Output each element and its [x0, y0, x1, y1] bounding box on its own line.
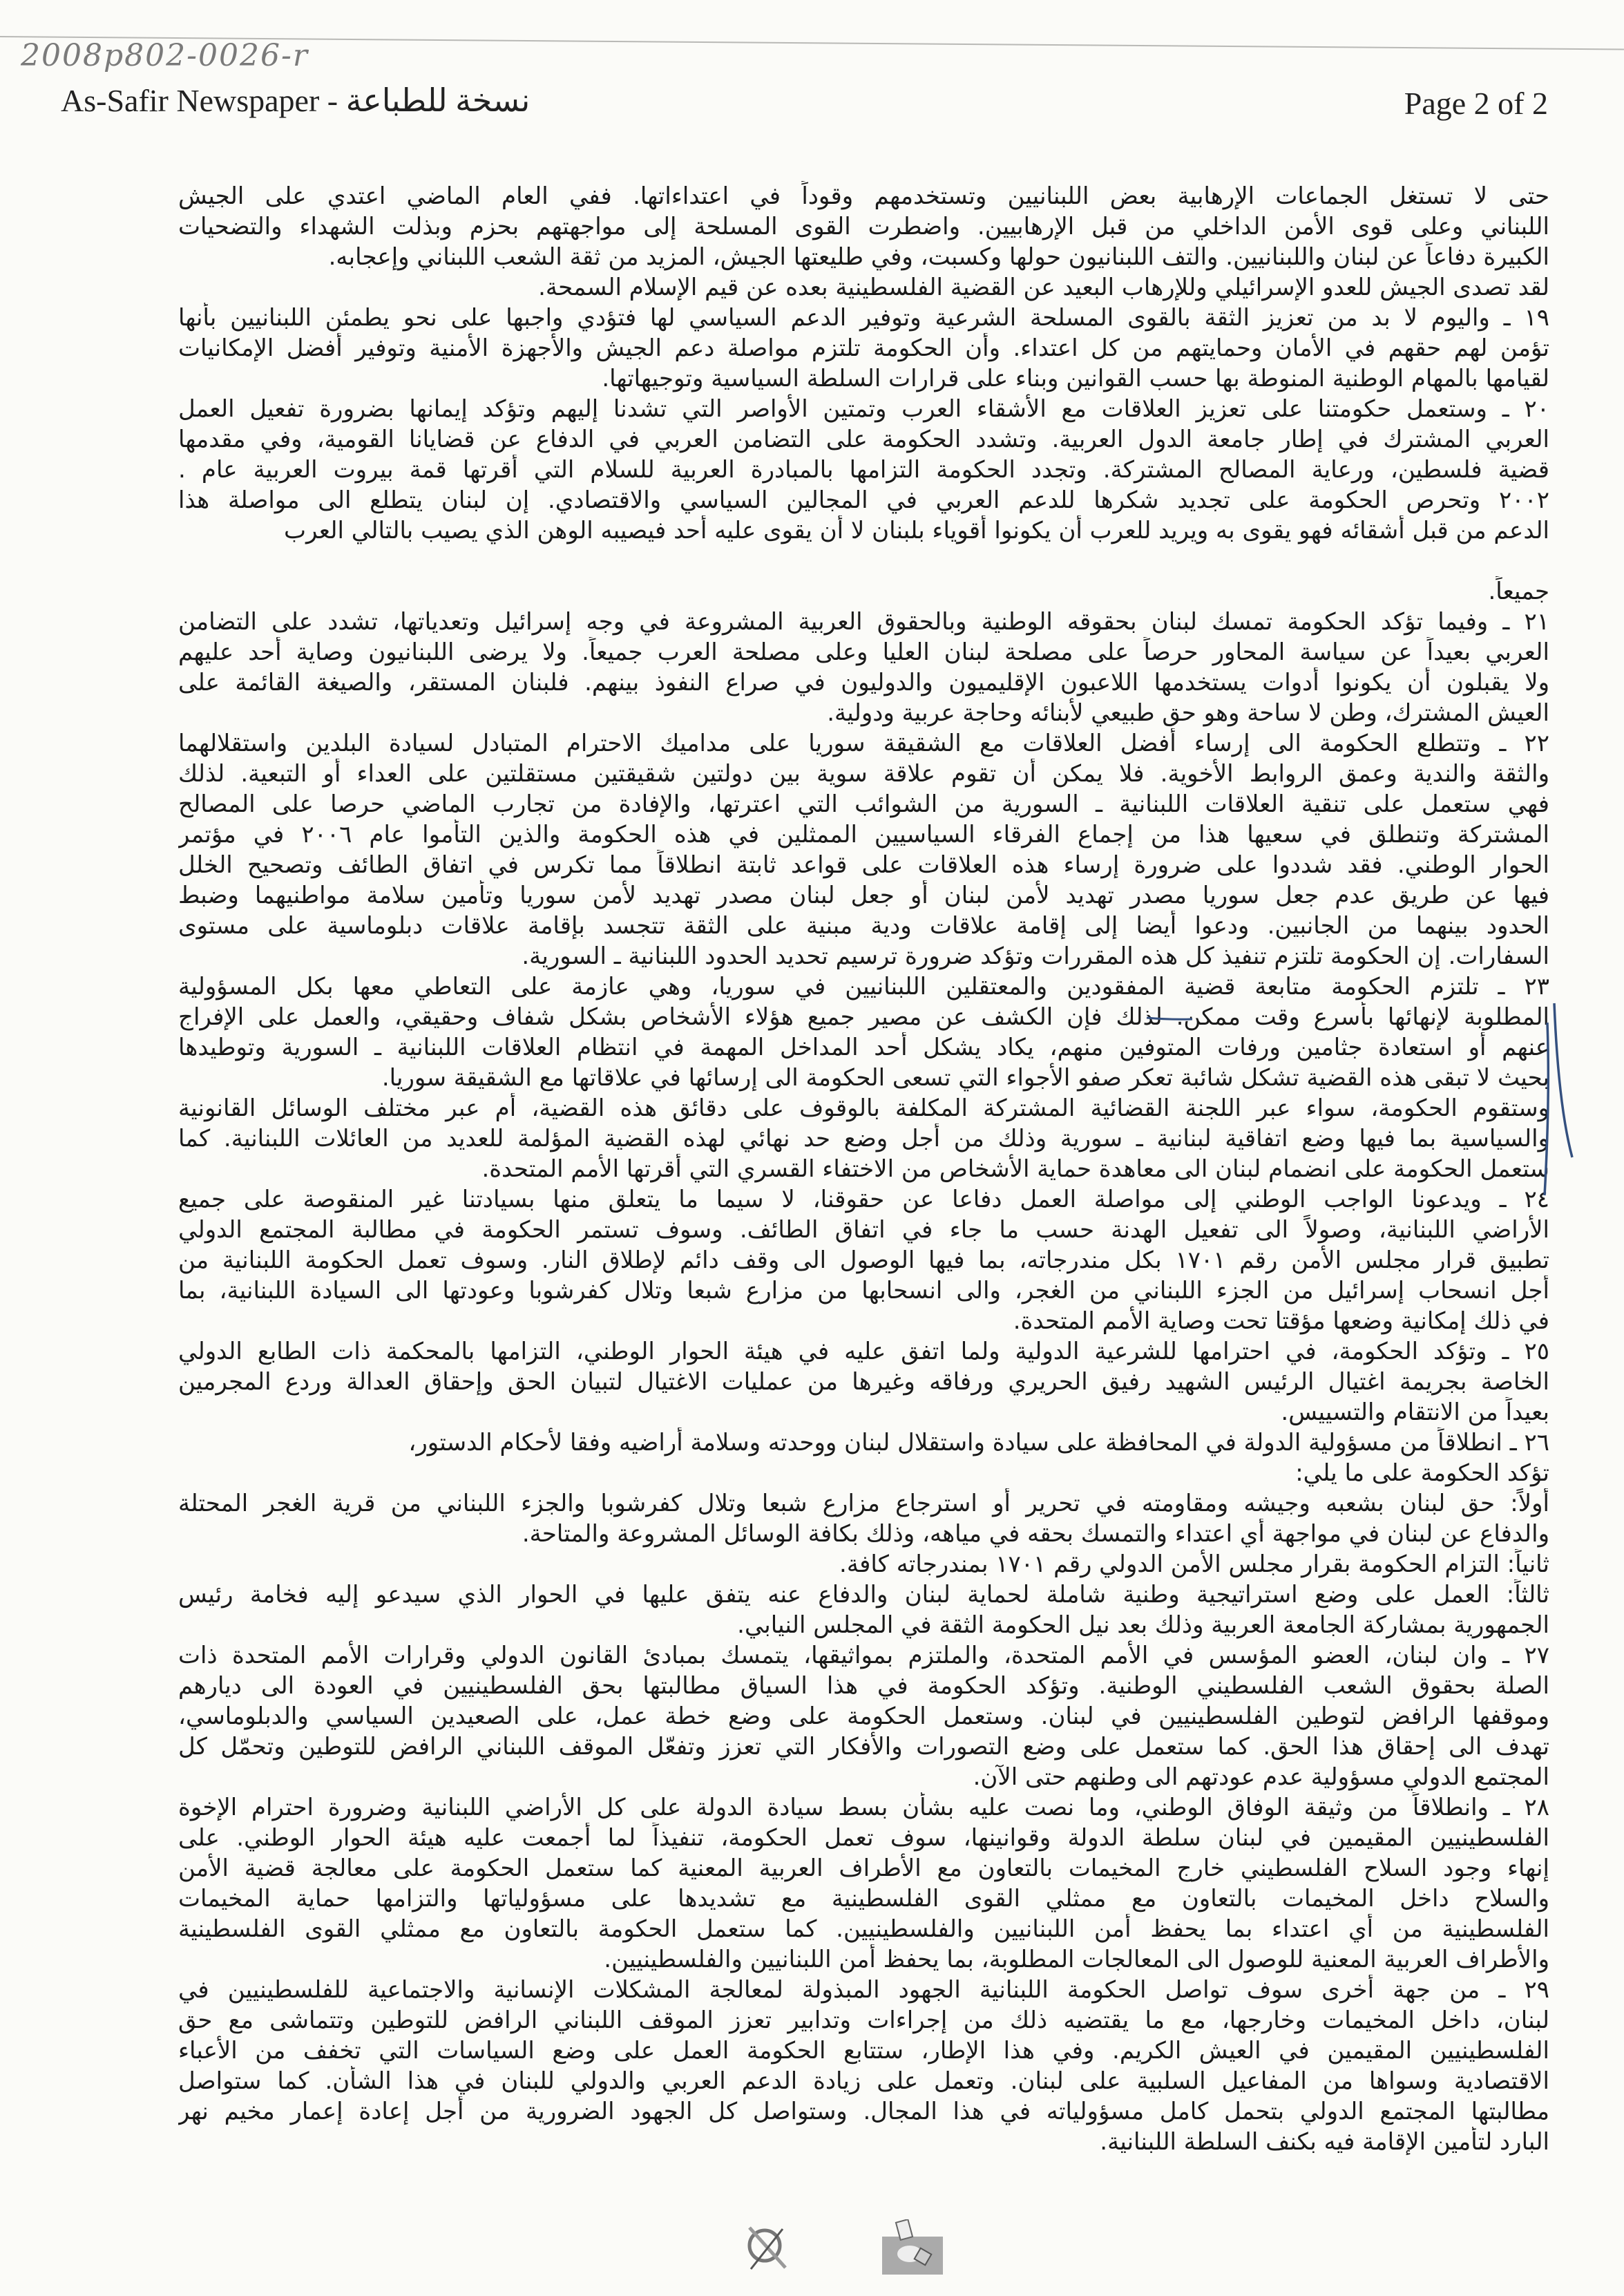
article-line: تؤكد الحكومة على ما يلي:	[1295, 1459, 1549, 1487]
article-line: ٢٠٠٢ وتحرص الحكومة على تجديد شكرها للدعم العربي في المجالين السياسي والاقتصادي. إن لبنان يتطلع الى مواصلة هذا	[178, 486, 1549, 514]
article-line: حتى لا تستغل الجماعات الإرهابية بعض اللبنانيين وتستخدمهم وقوداً في اعتداءاتها. ففي العام الماضي اعتدي على الجيش	[178, 182, 1549, 210]
article-body	[178, 181, 1549, 2157]
article-line: ٢١ ـ وفيما تؤكد الحكومة تمسك لبنان بحقوقه الوطنية وبالحقوق العربية المشروعة في وجه إسرائيل وتعدياتها، تشدد على التضامن	[178, 608, 1549, 636]
article-line: ولا يقبلون أن يكونوا أدوات يستخدمها اللاعبون الإقليميون والدوليون في صراع النفوذ بينهم. فلبنان المستقر، والصيغة القائمة على	[178, 669, 1549, 696]
article-line: فيها عن طريق عدم جعل سوريا مصدر تهديد لأمن لبنان أو جعل لبنان مصدر تهديد لأمن سوريا وتأمين سلامة مواطنيهما وضبط	[178, 882, 1549, 909]
article-line: والسياسية بما فيها وضع اتفاقية لبنانية ـ سورية وذلك من أجل وضع حد نهائي لهذه القضية المؤلمة للعديد من العائلات اللبنانية. كما	[178, 1125, 1549, 1152]
article-line: وستقوم الحكومة، سواء عبر اللجنة القضائية المشتركة المكلفة بالوقوف على دقائق هذه القضية، أم عبر مختلف الوسائل القانونية	[178, 1094, 1549, 1122]
article-line: ٢٥ ـ وتؤكد الحكومة، في احترامها للشرعية الدولية ولما اتفق عليه في هيئة الحوار الوطني، التزامها بالمحكمة ذات الطابع الدولي	[178, 1338, 1549, 1365]
article-line: لقيامها بالمهام الوطنية المنوطة بها حسب القوانين وبناء على قرارات السلطة السياسية وتوجيهاتها.	[602, 365, 1549, 392]
article-line: لقد تصدى الجيش للعدو الإسرائيلي وللإرهاب البعيد عن القضية الفلسطينية بعده عن قيم الإسلام السمحة.	[538, 274, 1549, 301]
article-line: أجل انسحاب إسرائيل من الجزء اللبناني من الغجر، والى انسحابها من مزارع شبعا وتلال كفرشوبا وعودتها الى السيادة اللبنانية، بما	[178, 1277, 1549, 1304]
ink-underline-mark	[1145, 1016, 1194, 1021]
article-line: السفارات. إن الحكومة تلتزم تنفيذ كل هذه المقررات وتؤكد ضرورة ترسيم تحديد الحدود اللبنانية ـ السورية.	[522, 942, 1549, 970]
article-line: إنهاء وجود السلاح الفلسطيني خارج المخيمات بالتعاون مع الأطراف العربية المعنية كما ستعمل الحكومة على معالجة قضية الأمن	[178, 1854, 1549, 1882]
article-line: ١٩ ـ واليوم لا بد من تعزيز الثقة بالقوى المسلحة الشرعية وتوفير الدعم السياسي لها فتؤدي واجبها على نحو يطمئن اللبنانيين بأنها	[178, 304, 1549, 332]
article-line: الفلسطينية من أي اعتداء بما يحفظ أمن اللبنانيين والفلسطينيين. كما ستعمل الحكومة بالتعاون مع ممثلي القوى الفلسطينية	[178, 1915, 1549, 1943]
article-line: البارد لتأمين الإقامة فيه بكنف السلطة اللبنانية.	[1100, 2128, 1549, 2156]
article-line: الصلة بحقوق الشعب الفلسطيني الوطنية. وتؤكد الحكومة في هذا السياق مطالبتها بحق الفلسطينيين في العودة الى ديارهم	[178, 1672, 1549, 1700]
article-line: العربي المشترك في إطار جامعة الدول العربية. وتشدد الحكومة على التضامن العربي في الدفاع عن قضايانا القومية، وفي مقدمها	[178, 426, 1549, 453]
article-line: المطلوبة لإنهائها بأسرع وقت ممكن. لذلك فإن الكشف عن مصير جميع هؤلاء الأشخاص بشكل شفاف وحقيقي، والعمل على الإفراج	[178, 1003, 1549, 1031]
crossed-circle-stamp-icon	[743, 2223, 791, 2272]
article-line: ٢٠ ـ وستعمل حكومتنا على تعزيز العلاقات مع الأشقاء العرب وتمتين الأواصر التي تشدنا إليهم وتؤكد إيمانها بضرورة تفعيل العمل	[178, 395, 1549, 423]
article-line: ثانياً: التزام الحكومة بقرار مجلس الأمن الدولي رقم ١٧٠١ بمندرجاته كافة.	[839, 1550, 1549, 1578]
article-line: الجمهورية بمشاركة الجامعة العربية وذلك بعد نيل الحكومة الثقة في المجلس النيابي.	[737, 1611, 1549, 1639]
article-line: الفلسطينيين المقيمين في العيش الكريم. وفي هذا الإطار، ستتابع الحكومة العمل على وضع السياسات التي تخفف من الأعباء	[178, 2037, 1549, 2065]
article-line: اللبناني وعلى قوى الأمن الداخلي من قبل الإرهابيين. واضطرت القوى المسلحة إلى مواجهتهم بحزم وبذلت الشهداء والتضحيات	[178, 213, 1549, 240]
article-line: العيش المشترك، وطن لا ساحة وهو حق طبيعي لأبنائه وحاجة عربية ودولية.	[827, 699, 1549, 727]
newspaper-masthead: As-Safir Newspaper - نسخة للطباعة	[61, 83, 531, 118]
article-line: جميعاً.	[1488, 578, 1549, 605]
page-number: Page 2 of 2	[1404, 86, 1548, 121]
article-line: الأراضي اللبنانية، وصولاً الى تفعيل الهدنة حسب ما جاء في اتفاق الطائف. وسوف تستمر الحكومة في مطالبة المجتمع الدولي	[178, 1216, 1549, 1244]
article-line: والأطراف العربية المعنية للوصول الى المعالجات المطلوبة، بما يحفظ أمن اللبنانيين والفلسطينيين.	[604, 1946, 1549, 1973]
article-line: بحيث لا تبقى هذه القضية تشكل شائبة تعكر صفو الأجواء التي تسعى الحكومة الى إرسائها في علاقاتها مع الشقيقة سوريا.	[381, 1064, 1549, 1092]
article-line: عنهم أو استعادة جثامين ورفات المتوفين منهم، يكاد يشكل أحد المداخل المهمة في انتظام العلاقات اللبنانية ـ السورية وتوطيدها	[178, 1034, 1549, 1061]
article-line: لبنان، داخل المخيمات وخارجها، مع ما يقتضيه ذلك من إجراءات وتدابير تعزز الموقف اللبناني الرافض للتوطين وتتماشى مع حق	[178, 2006, 1549, 2034]
article-line: ٢٩ ـ من جهة أخرى سوف تواصل الحكومة اللبنانية الجهود المبذولة لمعالجة المشكلات الإنسانية والاجتماعية للفلسطينيين في	[178, 1976, 1549, 2004]
article-line: تهدف الى إحقاق هذا الحق. كما ستعمل على وضع التصورات والأفكار التي تعزز وتفعّل الموقف اللبناني الرافض للتوطين وتحمّل كل	[178, 1733, 1549, 1761]
article-line: الدعم من قبل أشقائه فهو يقوى به ويريد للعرب أن يكونوا أقوياء بلبنان لا أن يقوى عليه أحد فيصيبه الوهن الذي يصيب بالتالي العرب	[283, 517, 1549, 544]
article-line: مطالبتها المجتمع الدولي بتحمل كامل مسؤولياته في هذا المجال. وستواصل كل الجهود الضرورية من أجل إعادة إعمار مخيم نهر	[178, 2098, 1549, 2125]
handwritten-document-id: 2008p802-0026-r	[21, 38, 309, 73]
article-line: بعيداً من الانتقام والتسييس.	[1281, 1398, 1549, 1426]
article-line: ٢٨ ـ وانطلاقاً من وثيقة الوفاق الوطني، وما نصت عليه بشأن بسط سيادة الدولة على كل الأراضي اللبنانية وضرورة احترام الإخوة	[178, 1794, 1549, 1821]
ink-margin-bracket	[1539, 1002, 1580, 1202]
article-line: الخاصة بجريمة اغتيال الرئيس الشهيد رفيق الحريري ورفاقه وغيرها من عمليات الاغتيال لتبيان الحق وإحقاق العدالة وردع المجرمين	[178, 1368, 1549, 1396]
article-line: والدفاع عن لبنان في مواجهة أي اعتداء والتمسك بحقه في مياهه، وذلك بكافة الوسائل المشروعة والمتاحة.	[522, 1520, 1549, 1548]
article-line: ٢٢ ـ وتتطلع الحكومة الى إرساء أفضل العلاقات مع الشقيقة سوريا على مداميك الاحترام المتبادل لسيادة البلدين واستقلالهما	[178, 730, 1549, 757]
article-line: والسلاح داخل المخيمات بالتعاون مع ممثلي القوى الفلسطينية مع تشديدها على مسؤولياتها والتزامها حماية المخيمات	[178, 1885, 1549, 1913]
article-line: في ذلك إمكانية وضعها مؤقتا تحت وصاية الأمم المتحدة.	[1013, 1307, 1549, 1335]
article-line: الحدود بينهما من الجانبين. ودعوا أيضا إلى إقامة علاقات ودية مبنية على الثقة تتجسد بإقامة علاقات دبلوماسية على مستوى	[178, 912, 1549, 940]
article-line: وموقفها الرافض لتوطين الفلسطينيين في لبنان. وستعمل الحكومة على وضع خطة عمل، على الصعيدين السياسي والدبلوماسي،	[178, 1702, 1549, 1730]
article-line: المشتركة وتنطلق في سعيها هذا من إجماع الفرقاء السياسيين الممثلين في هذه الحكومة والذين التأموا عام ٢٠٠٦ في مؤتمر	[178, 821, 1549, 848]
article-line: المجتمع الدولي مسؤولية عدم عودتهم الى وطنهم حتى الآن.	[973, 1763, 1549, 1791]
blank-line	[178, 546, 1549, 576]
article-line: العربي بعيداً عن سياسة المحاور حرصاً على مصلحة لبنان العليا وعلى مصلحة العرب جميعاً. ولا يرضى اللبنانيون وصاية أحد عليهم	[178, 638, 1549, 666]
footer-stamps	[0, 2218, 1624, 2259]
article-line: تطبيق قرار مجلس الأمن رقم ١٧٠١ بكل مندرجاته، بما فيها الوصول الى وقف دائم لإطلاق النار. وسوف تعمل الحكومة اللبنانية من	[178, 1246, 1549, 1274]
article-line: أولاً: حق لبنان بشعبه وجيشه ومقاومته في تحرير أو استرجاع مزارع شبعا وتلال كفرشوبا والجزء اللبناني من قرية الغجر المحتلة	[178, 1490, 1549, 1517]
article-line: فهي ستعمل على تنقية العلاقات اللبنانية ـ السورية من الشوائب التي اعترتها، والإفادة من تجارب الماضي حرصا على المصالح	[178, 790, 1549, 818]
article-line: الاقتصادية وسواها من المفاعيل السلبية على لبنان. وتعمل على زيادة الدعم العربي والدولي للبنان في هذا الشأن. كما ستواصل	[178, 2067, 1549, 2095]
article-line: والثقة والندية وعمق الروابط الأخوية. فلا يمكن أن تقوم علاقة سوية بين دولتين شقيقتين مستقلتين على العداء أو التبعية. لذلك	[178, 760, 1549, 788]
article-line: ٢٧ ـ وان لبنان، العضو المؤسس في الأمم المتحدة، والملتزم بمواثيقها، يتمسك بمبادئ القانون الدولي وقرارات الأمم المتحدة ذات	[178, 1642, 1549, 1669]
article-line: تؤمن لهم حقهم في الأمان وحمايتهم من كل اعتداء. وأن الحكومة تلتزم مواصلة دعم الجيش والأجهزة الأمنية وتوفير أفضل الإمكانيات	[178, 334, 1549, 362]
article-line: ستعمل الحكومة على انضمام لبنان الى معاهدة حماية الأشخاص من الاختفاء القسري التي أقرتها الأمم المتحدة.	[481, 1155, 1549, 1183]
article-line: ثالثاً: العمل على وضع استراتيجية وطنية شاملة لحماية لبنان والدفاع عنه يتفق عليها في الحوار الذي سيدعو إليه فخامة رئيس	[178, 1581, 1549, 1609]
article-line: ٢٤ ـ ويدعونا الواجب الوطني إلى مواصلة العمل دفاعا عن حقوقنا، لا سيما ما يتعلق منها بسيادتنا غير المنقوصة على جميع	[178, 1186, 1549, 1213]
article-line: ٢٣ ـ تلتزم الحكومة متابعة قضية المفقودين والمعتقلين اللبنانيين في سوريا، وهي عازمة على التعاطي معها بكل المسؤولية	[178, 973, 1549, 1000]
article-line: الكبيرة دفاعاً عن لبنان واللبنانيين. والتف اللبنانيون حولها وكسبت، وفي طليعتها الجيش، المزيد من ثقة الشعب اللبناني وإعجابه.	[328, 243, 1549, 271]
article-line: ٢٦ ـ انطلاقاً من مسؤولية الدولة في المحافظة على سيادة واستقلال لبنان ووحدته وسلامة أراضيه وفقا لأحكام الدستور،	[408, 1429, 1549, 1457]
article-line: الفلسطينيين المقيمين في لبنان سلطة الدولة وقوانينها، سوف تعمل الحكومة، تنفيذاً لما أجمعت عليه هيئة الحوار الوطني. على	[178, 1824, 1549, 1852]
folder-stamp-icon	[879, 2219, 948, 2278]
article-line: قضية فلسطين، ورعاية المصالح المشتركة. وتجدد الحكومة التزامها بالمبادرة العربية للسلام التي أقرتها قمة بيروت العربية عام .	[178, 456, 1549, 484]
article-line: الحوار الوطني. فقد شددوا على ضرورة إرساء هذه العلاقات على قواعد ثابتة انطلاقاً مما تكرس في اتفاق الطائف وتصحيح الخلل	[178, 851, 1549, 879]
